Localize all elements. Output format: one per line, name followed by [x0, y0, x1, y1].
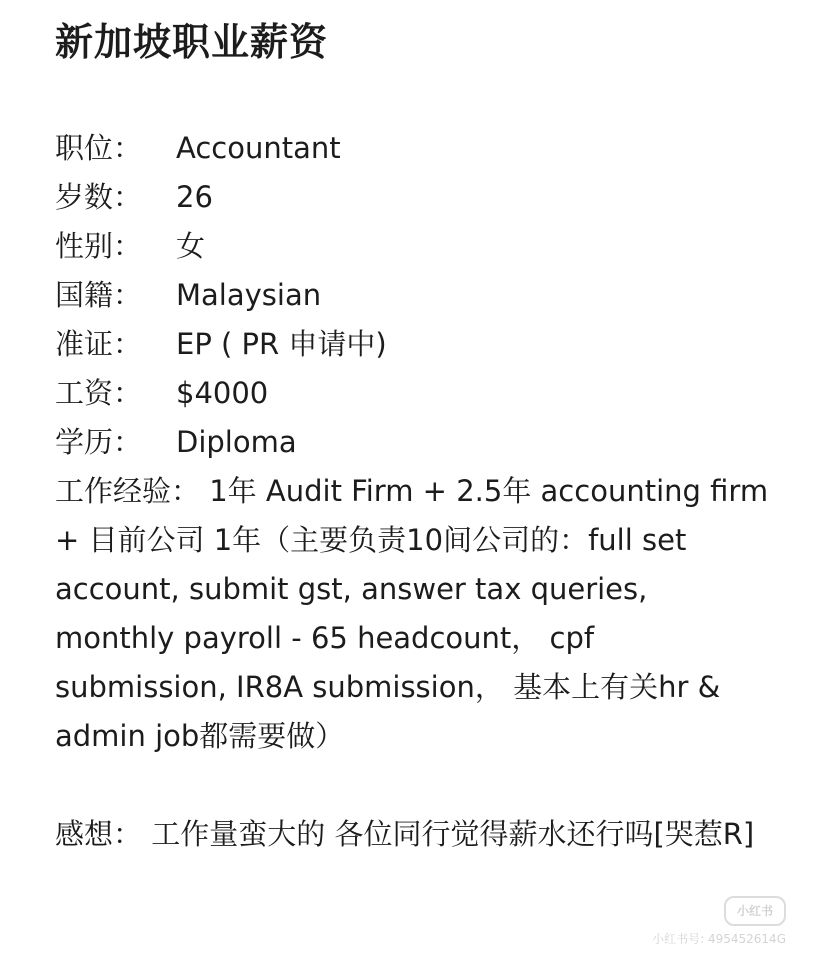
post-body — [55, 124, 775, 859]
thoughts — [55, 810, 775, 859]
field-value: Malaysian — [176, 278, 322, 312]
field-nationality — [55, 271, 775, 320]
field-salary — [55, 369, 775, 418]
field-age — [55, 173, 775, 222]
field-value: Diploma — [176, 425, 297, 459]
thoughts-text: 工作量蛮大的 各位同行觉得薪水还行吗[哭惹R] — [151, 817, 755, 851]
spacer — [55, 761, 775, 810]
field-value: Accountant — [176, 131, 341, 165]
field-label: 岁数： — [55, 180, 143, 214]
experience-label: 工作经验： — [55, 474, 201, 508]
xiaohongshu-logo-icon: 小红书 — [724, 896, 786, 926]
field-value: $4000 — [176, 376, 269, 410]
field-label: 学历： — [55, 425, 143, 459]
work-experience — [55, 467, 775, 761]
watermark-id: 小红书号: 495452614G — [652, 932, 786, 946]
field-position — [55, 124, 775, 173]
field-education — [55, 418, 775, 467]
field-label: 性别： — [55, 229, 143, 263]
field-label: 工资： — [55, 376, 143, 410]
field-value: 26 — [176, 180, 213, 214]
field-label: 职位： — [55, 131, 143, 165]
field-value: 女 — [176, 229, 206, 263]
field-pass — [55, 320, 775, 369]
watermark — [652, 896, 786, 956]
field-label: 准证： — [55, 327, 143, 361]
field-value: EP ( PR 申请中) — [176, 327, 387, 361]
experience-text: 1年 Audit Firm + 2.5年 accounting firm + 目前公司 1年（主要负责10间公司的：full set account, submit gst, answer tax queries, monthly payroll - 65 headcount， cpf submission, IR8A submission， 基本上有关hr & admin job都需要做） — [55, 474, 769, 753]
thoughts-label: 感想： — [55, 817, 143, 851]
field-label: 国籍： — [55, 278, 143, 312]
page-title: 新加坡职业薪资 — [55, 20, 329, 64]
field-gender — [55, 222, 775, 271]
